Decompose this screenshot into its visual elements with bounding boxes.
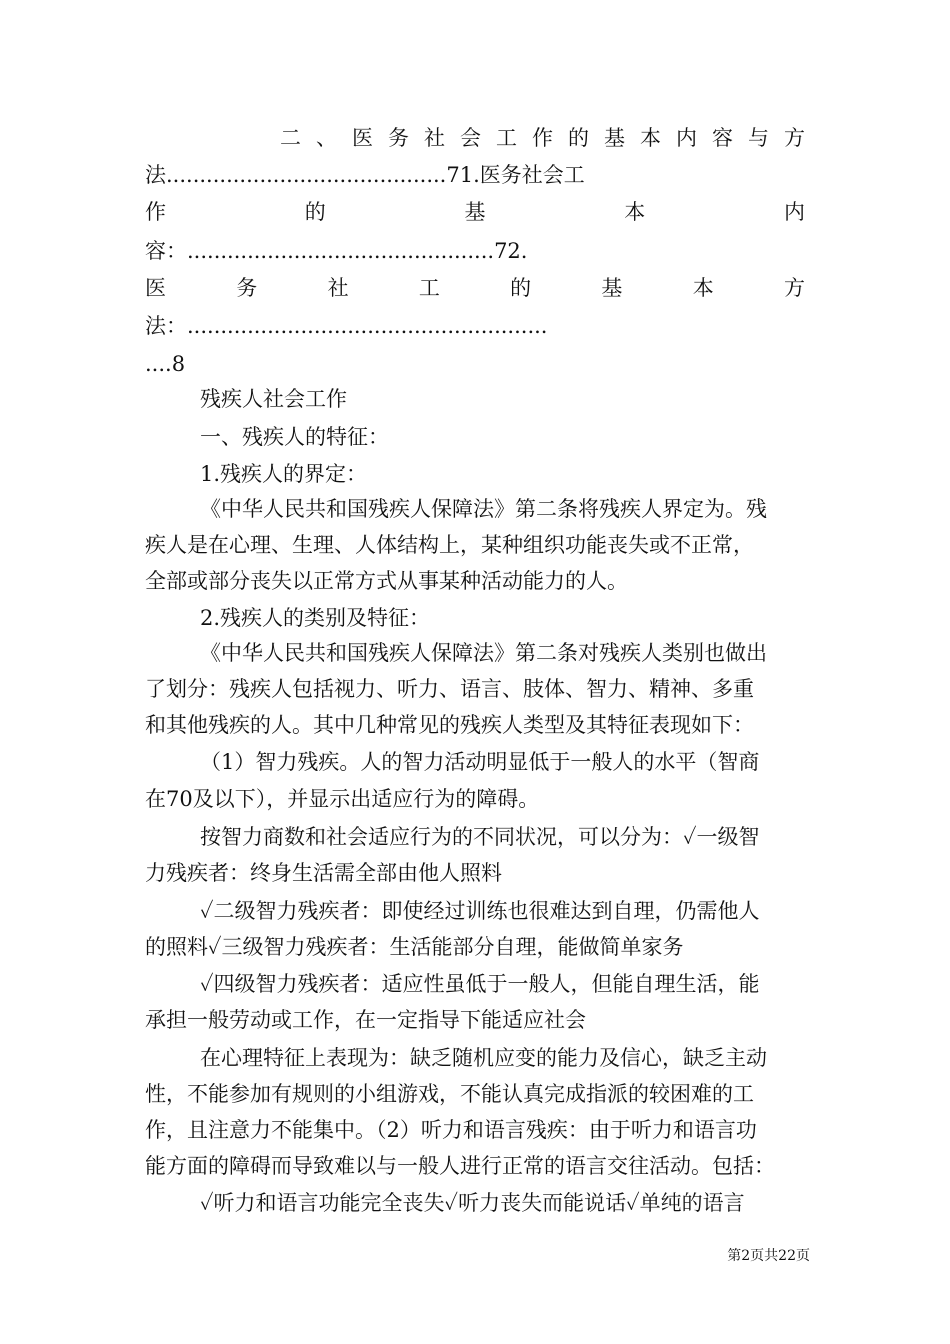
paragraph-line: 疾人是在心理、生理、人体结构上，某种组织功能丧失或不正常， <box>145 533 754 557</box>
paragraph-line: 和其他残疾的人。其中几种常见的残疾人类型及其特征表现如下： <box>145 713 754 737</box>
subheading-categories: 2.残疾人的类别及特征： <box>200 606 431 630</box>
toc-line-3: 作 的 基 本 内 <box>145 200 805 224</box>
paragraph-line: 作，且注意力不能集中。（2）听力和语言残疾：由于听力和语言功 <box>145 1118 757 1142</box>
paragraph-line: 性，不能参加有规则的小组游戏，不能认真完成指派的较困难的工 <box>145 1082 754 1106</box>
toc-line-2: 法..........................................71.医务社会工 <box>145 163 585 187</box>
paragraph-line: 在心理特征上表现为：缺乏随机应变的能力及信心，缺乏主动 <box>200 1046 767 1070</box>
toc-line-1: 二 、 医 务 社 会 工 作 的 基 本 内 容 与 方 <box>280 126 805 150</box>
paragraph-line: 能方面的障碍而导致难以与一般人进行正常的语言交往活动。包括： <box>145 1154 775 1178</box>
subheading-features: 一、残疾人的特征： <box>200 425 389 449</box>
paragraph-line: ✓四级智力残疾者：适应性虽低于一般人，但能自理生活，能 <box>200 972 760 996</box>
section-heading: 残疾人社会工作 <box>200 387 347 411</box>
paragraph-line: 全部或部分丧失以正常方式从事某种活动能力的人。 <box>145 569 628 593</box>
paragraph-line: 了划分：残疾人包括视力、听力、语言、肢体、智力、精神、多重 <box>145 677 754 701</box>
paragraph-line: 承担一般劳动或工作，在一定指导下能适应社会 <box>145 1008 586 1032</box>
paragraph-line: 《中华人民共和国残疾人保障法》第二条对残疾人类别也做出 <box>200 641 767 665</box>
paragraph-line: 的照料✓三级智力残疾者：生活能部分自理，能做简单家务 <box>145 935 684 959</box>
paragraph-line: 力残疾者：终身生活需全部由他人照料 <box>145 861 502 885</box>
paragraph-line: 在70及以下），并显示出适应行为的障碍。 <box>145 787 540 811</box>
page-number-footer: 第2页共22页 <box>727 1248 810 1264</box>
toc-line-6: 法：...................................................... <box>145 314 548 338</box>
toc-line-7: ....8 <box>145 352 186 376</box>
toc-line-4: 容：..............................................72. <box>145 239 528 263</box>
paragraph-line: ✓听力和语言功能完全丧失✓听力丧失而能说话✓单纯的语言 <box>200 1191 745 1215</box>
paragraph-line: ✓二级智力残疾者：即使经过训练也很难达到自理，仍需他人 <box>200 899 760 923</box>
paragraph-line: 按智力商数和社会适应行为的不同状况，可以分为：✓一级智 <box>200 825 760 849</box>
paragraph-line: 《中华人民共和国残疾人保障法》第二条将残疾人界定为。残 <box>200 497 767 521</box>
paragraph-line: （1）智力残疾。人的智力活动明显低于一般人的水平（智商 <box>200 750 760 774</box>
toc-line-5: 医 务 社 工 的 基 本 方 <box>145 276 805 300</box>
subheading-definition: 1.残疾人的界定： <box>200 462 368 486</box>
